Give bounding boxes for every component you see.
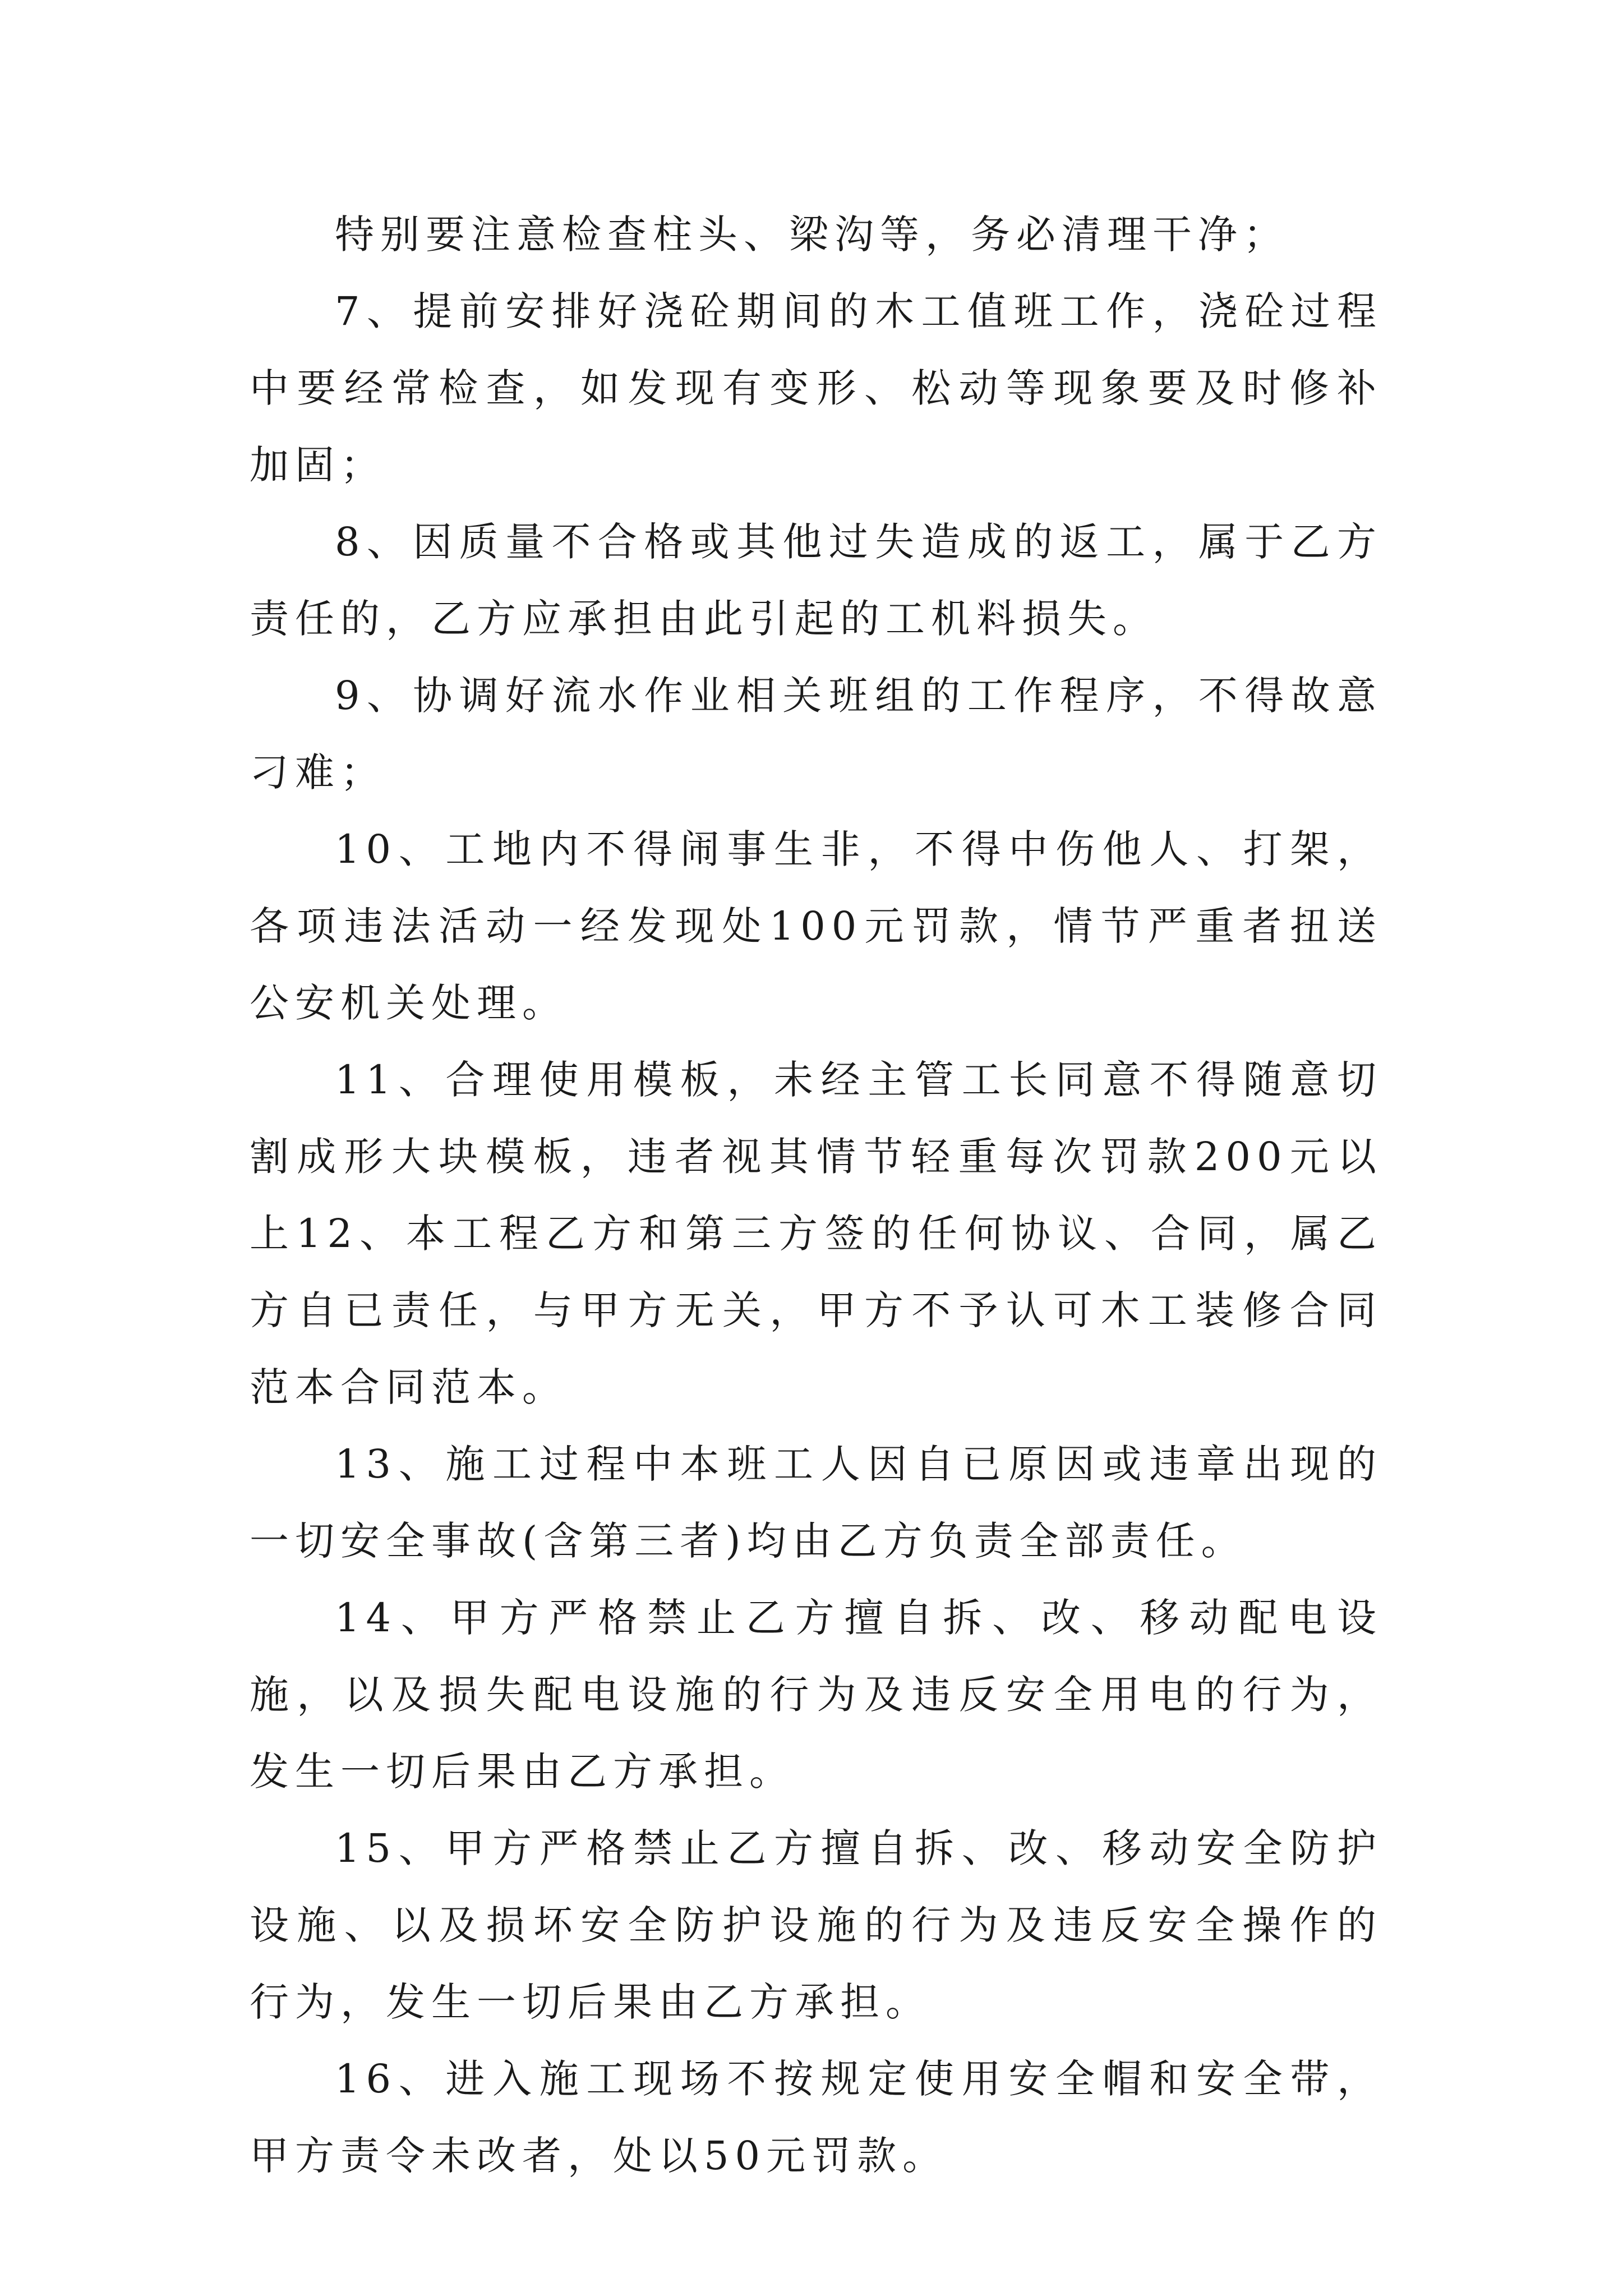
paragraph-item-8: 8、因质量不合格或其他过失造成的返工，属于乙方责任的，乙方应承担由此引起的工机料损失。	[250, 519, 1382, 642]
paragraph-item-14: 14、甲方严格禁止乙方擅自拆、改、移动配电设施，以及损失配电设施的行为及违反安全用电的行为，发生一切后果由乙方承担。	[250, 1595, 1382, 1795]
paragraph-item-10: 10、工地内不得闹事生非，不得中伤他人、打架，各项违法活动一经发现处100元罚款，情节严重者扭送公安机关处理。	[250, 826, 1382, 1026]
paragraph-continuation: 特别要注意检查柱头、梁沟等，务必清理干净；	[335, 211, 1289, 257]
paragraph-item-16: 16、进入施工现场不按规定使用安全帽和安全带，甲方责令未改者，处以50元罚款。	[250, 2056, 1382, 2179]
paragraph-item-7: 7、提前安排好浇砼期间的木工值班工作，浇砼过程中要经常检查，如发现有变形、松动等现象要及时修补加固；	[250, 288, 1382, 488]
paragraph-item-13: 13、施工过程中本班工人因自已原因或违章出现的一切安全事故(含第三者)均由乙方负责全部责任。	[250, 1441, 1382, 1564]
paragraph-item-9: 9、协调好流水作业相关班组的工作程序，不得故意刁难；	[250, 673, 1382, 795]
paragraph-item-15: 15、甲方严格禁止乙方擅自拆、改、移动安全防护设施、以及损坏安全防护设施的行为及违反安全操作的行为，发生一切后果由乙方承担。	[250, 1825, 1382, 2025]
document-body	[250, 196, 1382, 2194]
paragraph-item-11-12: 11、合理使用模板，未经主管工长同意不得随意切割成形大块模板，违者视其情节轻重每次罚款200元以上12、本工程乙方和第三方签的任何协议、合同，属乙方自已责任，与甲方无关，甲方不予认可木工装修合同范本合同范本。	[250, 1057, 1382, 1410]
